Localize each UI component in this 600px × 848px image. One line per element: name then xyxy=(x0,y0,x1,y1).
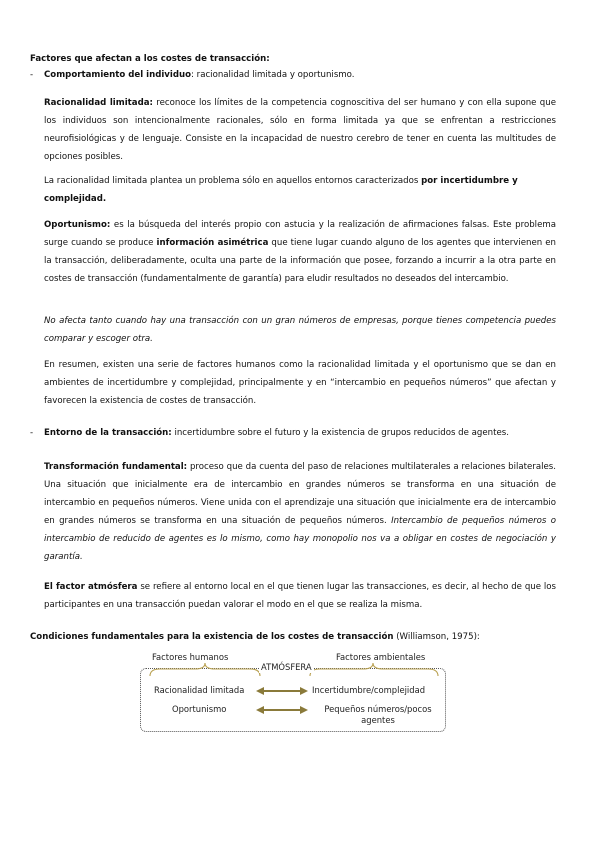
diagram-right-header: Factores ambientales xyxy=(336,652,426,662)
paragraph-text: La racionalidad limitada plantea un problema sólo en aquellos entornos caracterizados xyxy=(44,176,422,186)
paragraph-text: reconoce los límites de la competencia cognoscitiva del ser humano y con ella supone que los individuos son intencionalmente racionales, sólo en forma limitada ya que se enfrentan a restricciones neurofisiológicas y de lenguaje. Consiste en la incapacidad de nuestro cerebro de tener en cuenta las multitudes de opciones posibles. xyxy=(44,98,556,162)
bold-phrase: información asimétrica xyxy=(156,238,269,248)
item-text: : racionalidad limitada y oportunismo. xyxy=(191,70,355,80)
diagram-center-label: ATMÓSFERA xyxy=(261,662,312,672)
double-arrow-row1 xyxy=(256,687,308,695)
diagram-left-header: Factores humanos xyxy=(152,652,229,662)
paragraph-italic-competencia: No afecta tanto cuando hay una transacción con un gran números de empresas, porque tienes competencia puedes comparar y escoger otra. xyxy=(44,316,556,344)
paragraph-plantea xyxy=(44,172,556,208)
paragraph-atmosfera xyxy=(44,578,556,614)
paragraph-text: se refiere al entorno local en el que tienen lugar las transacciones, es decir, al hecho de que los participantes en una transacción puedan valorar el modo en el que se realiza la misma. xyxy=(44,582,557,610)
paragraph-text: proceso que da cuenta del paso de relaciones multilaterales a relaciones bilaterales. Una situación que inicialmente era de intercambio en grandes números se transforma en una situación de intercambio en pequeños números. Viene unida con el aprendizaje una situación que inicialmente era de intercambio en grandes números se transforma en una situación de pequeños números. xyxy=(44,462,556,526)
term-entorno: Entorno de la transacción: xyxy=(44,428,172,438)
paragraph-racionalidad xyxy=(44,94,556,166)
heading-bold: Condiciones fundamentales para la existencia de los costes de transacción xyxy=(30,632,394,642)
paragraph-resumen: En resumen, existen una serie de factores humanos como la racionalidad limitada y el oportunismo que se dan en ambientes de incertidumbre y complejidad, principalmente y en “intercambio en pequeños números” que afectan y favorecen la existencia de costes de transacción. xyxy=(44,360,556,406)
section-heading-condiciones xyxy=(30,628,480,646)
atmosphere-diagram xyxy=(140,652,450,732)
term-transformacion: Transformación fundamental: xyxy=(44,462,188,472)
term-racionalidad: Racionalidad limitada: xyxy=(44,98,153,108)
list-item-entorno xyxy=(44,424,509,442)
paragraph-text: que tiene lugar cuando alguno de los agentes que intervienen en la transacción, deliberadamente, oculta una parte de la información que posee, forzando a incurrir a la otra parte en costes de transacción (fundamentalmente de garantía) para eludir resultados no deseados del intercambio. xyxy=(44,238,556,284)
diagram-row2-left: Oportunismo xyxy=(172,704,227,714)
term-comportamiento: Comportamiento del individuo xyxy=(44,70,192,80)
list-dash: - xyxy=(30,428,34,438)
term-atmosfera: El factor atmósfera xyxy=(44,582,138,592)
paragraph-transformacion xyxy=(44,458,556,566)
heading-citation: (Williamson, 1975): xyxy=(393,632,480,642)
term-oportunismo: Oportunismo: xyxy=(44,220,111,230)
diagram-row2-right-line2: agentes xyxy=(361,715,395,725)
diagram-row2-right-line1: Pequeños números/pocos xyxy=(324,704,432,714)
diagram-row1-left: Racionalidad limitada xyxy=(154,685,245,695)
list-dash: - xyxy=(30,70,34,80)
diagram-arrows xyxy=(140,652,450,732)
item-text: incertidumbre sobre el futuro y la existencia de grupos reducidos de agentes. xyxy=(171,428,509,438)
italic-note: Intercambio de pequeños números o intercambio de reducido de agentes es lo mismo, como hay monopolio nos va a obligar en costes de negociación y garantía. xyxy=(44,516,557,562)
bold-phrase: por incertidumbre y complejidad. xyxy=(44,176,518,204)
list-item-comportamiento xyxy=(44,66,355,84)
double-arrow-row2 xyxy=(256,706,308,714)
paragraph-oportunismo xyxy=(44,216,556,288)
paragraph-text: es la búsqueda del interés propio con astucia y la realización de afirmaciones falsas. Este problema surge cuando se produce xyxy=(44,220,556,248)
section-heading-factores: Factores que afectan a los costes de transacción: xyxy=(30,54,270,64)
diagram-row1-right: Incertidumbre/complejidad xyxy=(312,685,426,695)
